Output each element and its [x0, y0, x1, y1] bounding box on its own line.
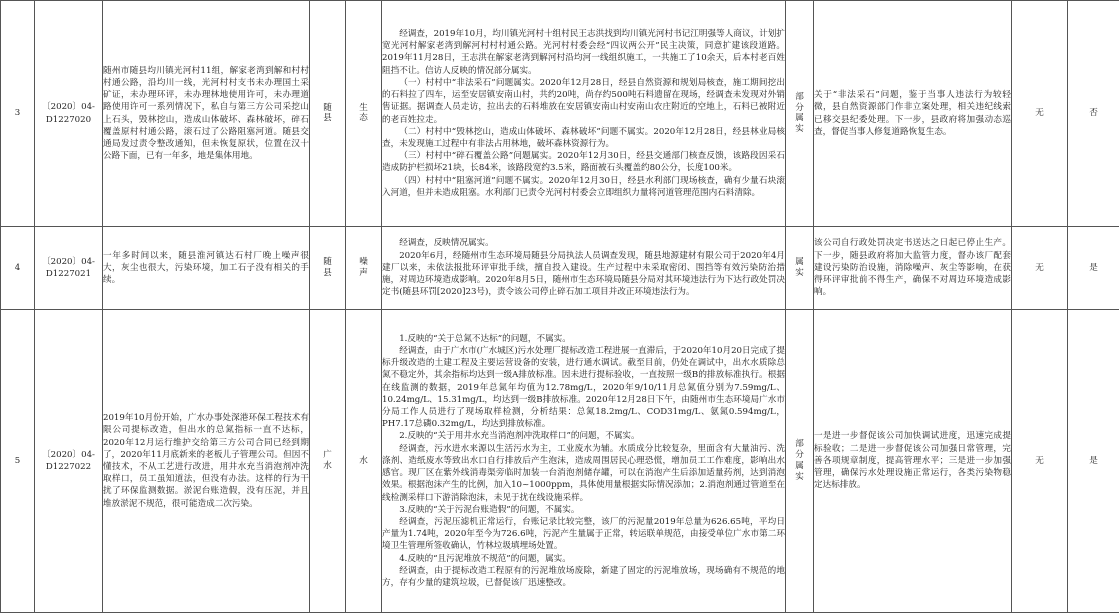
result-paragraph: （一）村村中“非法采石”问题属实。2020年12月28日，经县自然资源和规划局核查，施工期间挖出的石料拉了四车，运至安居镇安南山村，共约20吨，尚存约500吨石料遗留在现场，经调查未发现对外销售证据。据调查人员走访，拉出去的石料堆放在安居镇安南山村安南山农庄附近的空地上，石料已被附近的老百姓拉走。	[382, 77, 785, 126]
result-paragraph: 2020年6月，经随州市生态环境局随县分局执法人员调查发现，随县地源建材有限公司于2020年4月建厂以来，未依法报批环评审批手续，擅自投入建设。生产过程中未采取密闭、围挡等有效污染防治措施，对周边环境造成影响。2020年8月5日，随州市生态环境局随县分局对其环境违法行为下达行政处罚决定书(随县环罚[2020]23号)，责令该公司停止碎石加工项目并改正环境违法行为。	[382, 250, 785, 299]
result-paragraph: （四）村村中“阻塞河道”问题不属实。2020年12月30日，经县水利部门现场核查，确有少量石块滚入河道，但并未造成阻塞。水利部门已责令光河村村委会立即组织力量将河道管理范围内石料清除。	[382, 175, 785, 199]
case-number: 3	[1, 1, 35, 227]
case-code: 〔2020〕04-D1227021	[35, 227, 103, 310]
result-paragraph: 4.反映的“且污泥堆放不规范”的问题，属实。	[382, 553, 785, 565]
complaint-content: 一年多时间以来，随县淮河镇达石村厂晚上噪声很大，灰尘也很大，污染环境，加工石子没有相关的手续。	[103, 227, 310, 310]
result-paragraph: 2.反映的“关于用井水充当消泡剂冲洗取样口”的问题，不属实。	[382, 430, 785, 442]
verification-verdict: 部分属实	[786, 1, 814, 227]
investigation-result	[382, 1, 786, 227]
administrative-area: 广水	[310, 310, 346, 613]
complaint-content: 随州市随县均川镇光河村11组，解家老湾到解和村村村通公路，沿均川一线，光河村村支书未办理国土采矿证，未办理环评，未办理林地使用许可，未办理道路使用许可一系列情况下，私自与第三方公司采挖山上石头，毁林挖山，造成山体破坏、森林破坏，碎石覆盖原村村通公路，滚石过了公路阻塞河道。随县交通局发过责令整改通知，但未恢复原状，位置在汉十公路下面，已有一年多，地是集体用地。	[103, 1, 310, 227]
result-paragraph: 经调查，污泥压滤机正常运行，台账记录比较完整，该厂的污泥量2019年总量为626.65吨，平均日产量为1.74吨，2020年至今为726.6吨，污泥产生量属于正常，转运联单规范，由接受单位广水市第二环境卫生管理所签收确认，竹林垃圾填埋场处置。	[382, 516, 785, 553]
case-code: 〔2020〕04-D1227022	[35, 310, 103, 613]
result-paragraph: 经调查，由于提标改造工程原有的污泥堆放场废除，新建了固定的污泥堆放场，现场确有不规范的地方，存有少量的建筑垃圾，已督促该厂迅速整改。	[382, 565, 785, 589]
accountability-status: 是	[1068, 227, 1119, 310]
result-paragraph: （三）村村中“碎石覆盖公路”问题属实。2020年12月30日，经县交通部门核查反馈，该路段因采石造成防护栏损坏21块，长84米，该路段宽约3.5米，路面被石头覆盖约80公分，长度100米。	[382, 150, 785, 174]
verification-verdict: 部分属实	[786, 310, 814, 613]
investigation-result	[382, 227, 786, 310]
case-number: 4	[1, 227, 35, 310]
punishment-status: 无	[1012, 1, 1068, 227]
investigation-result	[382, 310, 786, 613]
pollution-type: 噪声	[346, 227, 382, 310]
rectification-measures: 一是进一步督促该公司加快调试进度，迅速完成提标验收；二是进一步督促该公司加强日常管理，完善各项规章制度，提高管理水平；三是进一步加强管理，确保污水处理设施正常运行，各类污染物稳定达标排放。	[814, 310, 1012, 613]
case-code: 〔2020〕04-D1227020	[35, 1, 103, 227]
result-paragraph: 经调查，由于广水市(广水城区)污水处理厂提标改造工程进展一直滞后，于2020年10月20日完成了提标升级改造的土建工程及主要运营设备的安装，进行通水调试。截至目前，仍处在调试中，出水水质除总氮不稳定外，其余指标均达到一级A排放标准。因未进行提标验收，一直按照一级B的排放标准执行。根据在线监测的数据，2019年总氮年均值为12.78mg/L，2020年9/10/11月总氮值分别为7.59mg/L、10.24mg/L、15.31mg/L，均达到一级B排放标准。2020年12月28日下午，由随州市生态环境局广水市分局工作人员进行了现场取样检测，分析结果：总氮18.2mg/L、COD31mg/L、氨氮0.594mg/L，PH7.17总磷0.32mg/L，均达到排放标准。	[382, 345, 785, 430]
pollution-type: 水	[346, 310, 382, 613]
table-row	[1, 310, 1119, 613]
accountability-status: 是	[1068, 310, 1119, 613]
result-paragraph: （二）村村中“毁林挖山，造成山体破坏、森林破坏”问题不属实。2020年12月28日，经县林业局核查，未发现施工过程中有非法占用林地，破坏森林资源行为。	[382, 126, 785, 150]
accountability-status: 否	[1068, 1, 1119, 227]
administrative-area: 随县	[310, 1, 346, 227]
rectification-measures: 该公司自行政处罚决定书送达之日起已停止生产。下一步，随县政府将加大监管力度，督办该厂配套建设污染防治设施，消除噪声、灰尘等影响，在获得环评审批前不得生产，确保不对周边环境造成影响。	[814, 227, 1012, 310]
administrative-area: 随县	[310, 227, 346, 310]
result-paragraph: 经调查，2019年10月，均川镇光河村十组村民王志洪找到均川镇光河村书记江明强等人商议，计划扩宽光河村解家老湾到解河村村村通公路。光河村村委会经“四议两公开”民主决策，同意扩建该段道路。2019年11月28日，王志洪在解家老湾到解河村沿均河一线组织施工，一共施工了10余天，后本村老百姓阻挡不让。信访人反映的情况部分属实。	[382, 28, 785, 77]
complaint-content: 2019年10月份开始，广水办事处深港环保工程技术有限公司提标改造，但出水的总氮指标一直不达标，2020年12月运行维护交给第三方公司合同已经到期了，2020年11月底新来的老板儿子管理公司。但因不懂技术，不从工艺进行改进，用井水充当消泡剂冲洗取样口，员工虽知道法，但没有办法。这样的行为干扰了环保监测数据。淤泥台账造假，没有压泥，并且堆放淤泥不规范，很可能造成二次污染。	[103, 310, 310, 613]
result-paragraph: 1.反映的“关于总氮不达标”的问题，不属实。	[382, 333, 785, 345]
result-paragraph: 经调查，反映情况属实。	[382, 237, 785, 249]
case-number: 5	[1, 310, 35, 613]
table-row	[1, 1, 1119, 227]
rectification-measures: 关于“非法采石”问题，鉴于当事人违法行为较轻微，县自然资源部门作非立案处理，相关违纪线索已移交县纪委处理。下一步，县政府将加强动态巡查，督促当事人修复道路恢复生态。	[814, 1, 1012, 227]
result-paragraph: 3.反映的“关于污泥台账造假”的问题，不属实。	[382, 504, 785, 516]
punishment-status: 无	[1012, 310, 1068, 613]
pollution-type: 生态	[346, 1, 382, 227]
punishment-status: 无	[1012, 227, 1068, 310]
table-row	[1, 227, 1119, 310]
verification-verdict: 属实	[786, 227, 814, 310]
result-paragraph: 经调查，污水进水来源以生活污水为主，工业废水为辅。水质成分比较复杂，里面含有大量油污、洗涤剂、造纸废水等致出水口自行排放后产生泡沫，造成周围居民心理恐慌，增加员工工作难度，影响出水感官。现厂区在紫外线消毒渠旁临时加装一台消泡剂储存罐，可以在消泡产生后添加适量药剂，达到消泡效果。根据泡沫产生的比例，加入10~1000ppm，具体使用量根据实际情况添加；2.消泡剂通过管道至在线检测采样口下游消除泡沫，未见于扰在线设施采样。	[382, 443, 785, 504]
